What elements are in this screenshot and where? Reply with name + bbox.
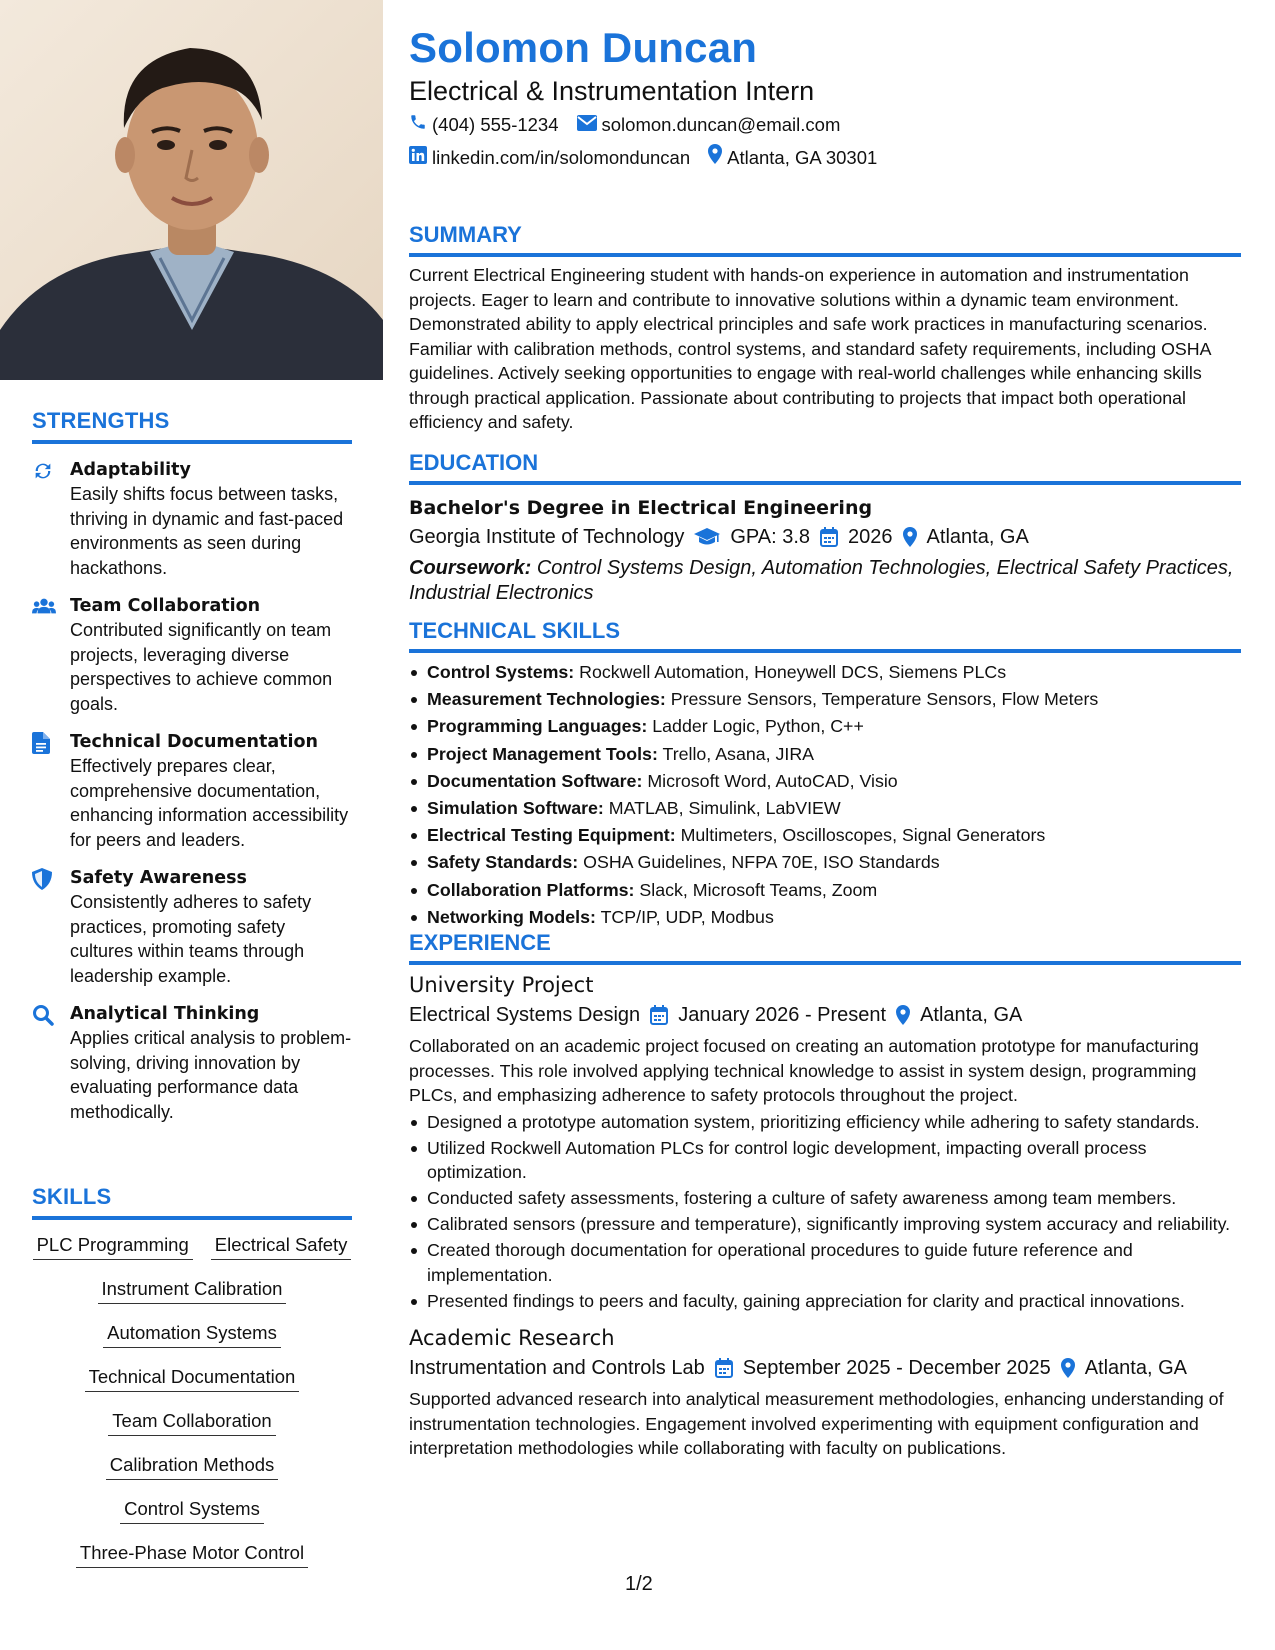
linkedin-text: linkedin.com/in/solomonduncan [432,146,691,168]
list-item: Designed a prototype automation system, prioritizing efficiency while adhering to safety standards. [409,1110,1241,1135]
skill-value: Slack, Microsoft Teams, Zoom [639,879,878,900]
skill-label: Simulation Software: [427,798,604,819]
degree-title: Bachelor's Degree in Electrical Engineering [409,497,873,519]
job-dates: September 2025 - December 2025 [742,1357,1051,1379]
coursework-label: Coursework: [409,557,532,579]
skill-value: MATLAB, Simulink, LabVIEW [608,798,841,819]
strength-title: Analytical Thinking [70,1004,260,1024]
contact-phone[interactable] [409,112,559,138]
skill-tag: Three-Phase Motor Control [76,1540,308,1568]
job-title: Academic Research [409,1326,615,1350]
education-meta [409,522,1241,552]
skill-tag: Technical Documentation [85,1364,300,1392]
sidebar [0,0,383,1650]
location-text: Atlanta, GA 30301 [727,146,878,168]
strengths-title: STRENGTHS [32,408,352,444]
job-bullets [409,1110,1241,1314]
job-dates: January 2026 - Present [678,1004,887,1026]
strength-desc: Effectively prepares clear, comprehensive documentation, enhancing information accessibility for peers and leaders. [70,756,349,850]
skills-tags [32,1232,352,1568]
map-pin-icon [708,144,722,171]
contact-row [409,112,840,138]
strength-desc: Applies critical analysis to problem-solving, driving innovation by evaluating performance data methodically. [70,1028,352,1122]
technical-skills-list [409,659,1241,931]
phone-icon [409,112,427,138]
envelope-icon [577,112,597,138]
list-item: Presented findings to peers and faculty, gaining appreciation for clarity and practical innovations. [409,1289,1241,1314]
job-meta [409,1353,1241,1383]
skill-value: Ladder Logic, Python, C++ [652,716,864,737]
skill-label: Safety Standards: [427,852,579,873]
list-item [409,904,1241,931]
list-item [409,741,1241,768]
job-title: University Project [409,973,594,997]
contact-row-2 [409,144,877,171]
list-item [409,849,1241,876]
gpa-text: GPA: 3.8 [730,526,811,548]
users-icon [32,594,70,716]
candidate-name: Solomon Duncan [409,24,758,71]
job-org: Electrical Systems Design [409,1004,641,1026]
graduation-year: 2026 [848,526,893,548]
list-item [409,659,1241,686]
list-item [409,877,1241,904]
job-entry [409,1323,1241,1461]
job-location: Atlanta, GA [920,1004,1023,1026]
document-icon [32,730,70,852]
search-icon [32,1002,70,1124]
map-pin-icon [903,527,917,547]
skill-label: Control Systems: [427,662,575,682]
skills-section [32,1184,352,1568]
contact-location [708,144,877,171]
skill-label: Networking Models: [427,906,596,927]
strength-desc: Easily shifts focus between tasks, thriving in dynamic and fast-paced environments as seen during hackathons. [70,484,344,578]
skill-value: Microsoft Word, AutoCAD, Visio [647,770,898,791]
strength-desc: Consistently adheres to safety practices, promoting safety cultures within teams through leadership example. [70,892,312,986]
linkedin-icon [409,145,427,171]
skill-tag: Automation Systems [103,1320,281,1348]
strengths-section [32,408,352,1124]
sync-icon [32,458,70,580]
job-location: Atlanta, GA [1084,1357,1187,1379]
strength-title: Adaptability [70,460,191,480]
list-item: Created thorough documentation for operational procedures to guide future reference and implementation. [409,1238,1241,1287]
calendar-icon [650,1005,668,1025]
skill-label: Measurement Technologies: [427,689,666,710]
page-number: 1/2 [625,1573,653,1595]
list-item [409,686,1241,713]
skill-value: Pressure Sensors, Temperature Sensors, Flow Meters [670,689,1099,710]
skill-label: Electrical Testing Equipment: [427,825,676,846]
technical-skills-section [409,618,1241,931]
strength-item [32,866,352,988]
map-pin-icon [1061,1358,1075,1378]
strength-item [32,1002,352,1124]
list-item: Calibrated sensors (pressure and temperature), significantly improving system accuracy and reliability. [409,1212,1241,1237]
skill-value: TCP/IP, UDP, Modbus [600,906,774,927]
candidate-role: Electrical & Instrumentation Intern [409,76,815,106]
graduation-cap-icon [694,528,720,546]
list-item: Conducted safety assessments, fostering a culture of safety awareness among team members. [409,1186,1241,1211]
list-item [409,822,1241,849]
education-title: EDUCATION [409,450,1241,485]
job-meta [409,1000,1241,1030]
list-item [409,795,1241,822]
coursework-text: Control Systems Design, Automation Technologies, Electrical Safety Practices, Industrial Electronics [409,557,1234,604]
strength-item [32,730,352,852]
skill-label: Documentation Software: [427,770,643,791]
profile-photo [0,0,383,380]
summary-title: SUMMARY [409,222,1241,257]
skill-value: Trello, Asana, JIRA [662,743,815,764]
calendar-icon [715,1358,733,1378]
skill-tag: Control Systems [120,1496,264,1524]
job-description: Supported advanced research into analytical measurement methodologies, enhancing understanding of instrumentation technologies. Engagement involved experimenting with equipment configuration and interpretation methodologies while collaborating with faculty on publications. [409,1389,1224,1458]
school-name: Georgia Institute of Technology [409,526,685,548]
job-org: Instrumentation and Controls Lab [409,1357,705,1379]
phone-text: (404) 555-1234 [432,114,559,135]
strength-title: Team Collaboration [70,596,261,616]
contact-email[interactable] [577,112,841,138]
map-pin-icon [896,1005,910,1025]
skill-value: Rockwell Automation, Honeywell DCS, Siemens PLCs [579,662,1007,682]
skill-tag: Calibration Methods [106,1452,279,1480]
list-item [409,768,1241,795]
skill-tag: PLC Programming [33,1232,193,1260]
contact-linkedin[interactable] [409,144,690,171]
education-section [409,450,1241,606]
job-entry [409,970,1241,1313]
summary-section [409,222,1241,435]
coursework [409,556,1241,606]
skill-label: Programming Languages: [427,716,648,737]
experience-title: EXPERIENCE [409,930,1241,965]
education-location: Atlanta, GA [926,526,1029,548]
technical-skills-title: TECHNICAL SKILLS [409,618,1241,653]
skill-tag: Electrical Safety [211,1232,352,1260]
calendar-icon [820,527,838,547]
summary-text: Current Electrical Engineering student with hands-on experience in automation and instrumentation projects. Eager to learn and contribute to innovative solutions within a dynamic team environment. Demonstrated ability to apply electrical principles and safe work practices in manufacturing scenarios. Familiar with calibration methods, control systems, and standard safety requirements, including OSHA guidelines. Actively seeking opportunities to engage with real-world challenges while enhancing skills through practical application. Passionate about contributing to projects that impact both operational efficiency and safety. [409,265,1211,432]
email-text: solomon.duncan@email.com [601,114,841,135]
skill-tag: Instrument Calibration [98,1276,287,1304]
job-description: Collaborated on an academic project focused on creating an automation prototype for manufacturing processes. This role involved applying technical knowledge to assist in system design, programming PLCs, and emphasizing adherence to safety protocols throughout the project. [409,1036,1199,1105]
skill-value: Multimeters, Oscilloscopes, Signal Generators [680,825,1046,846]
shield-icon [32,866,70,988]
list-item [409,713,1241,740]
skill-label: Collaboration Platforms: [427,879,635,900]
skill-value: OSHA Guidelines, NFPA 70E, ISO Standards [583,852,940,873]
experience-section [409,930,1241,1461]
strength-title: Safety Awareness [70,868,247,888]
strength-item [32,594,352,716]
strength-title: Technical Documentation [70,732,319,752]
strength-desc: Contributed significantly on team projects, leveraging diverse perspectives to achieve common goals. [70,620,333,714]
skills-title: SKILLS [32,1184,352,1220]
skill-tag: Team Collaboration [108,1408,275,1436]
skill-label: Project Management Tools: [427,743,658,764]
strength-item [32,458,352,580]
list-item: Utilized Rockwell Automation PLCs for control logic development, impacting overall process optimization. [409,1136,1241,1185]
